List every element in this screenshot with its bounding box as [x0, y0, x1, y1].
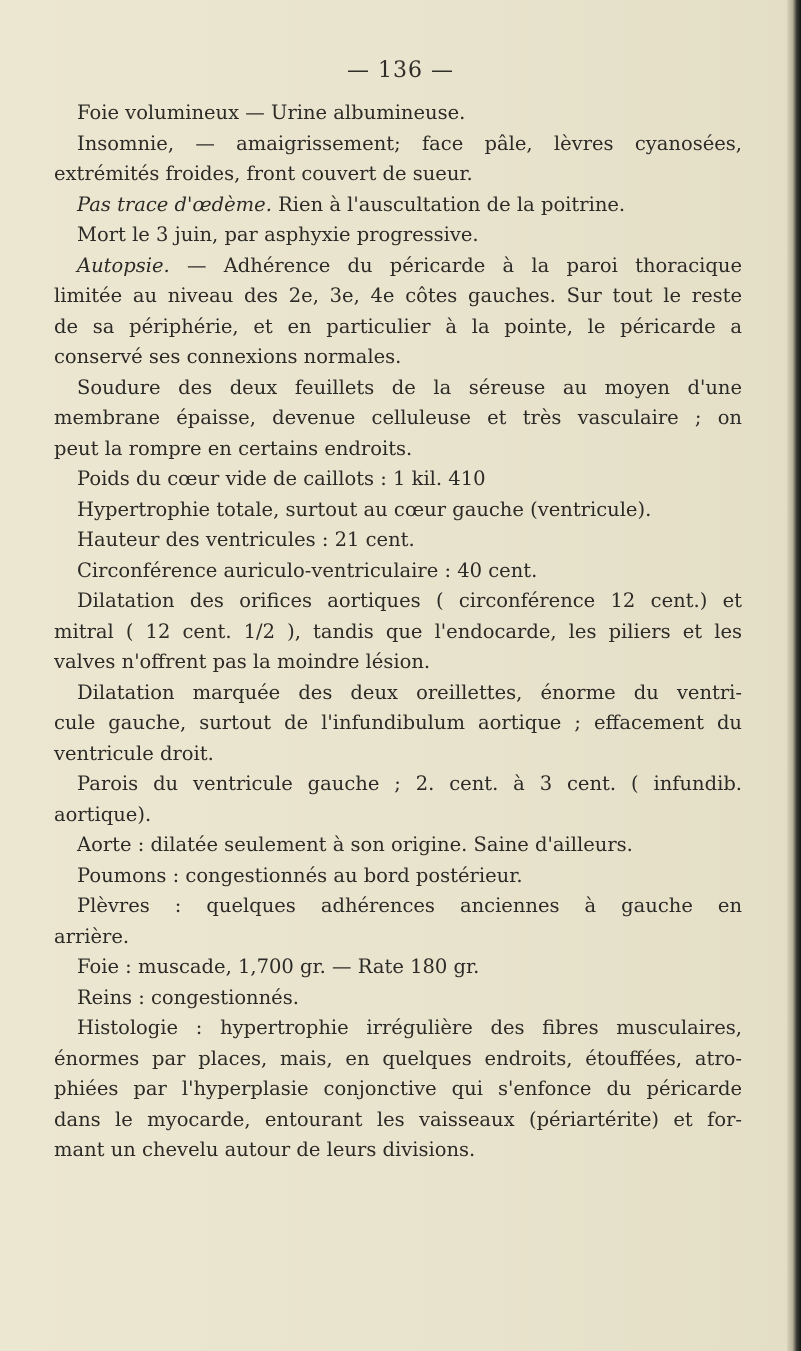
line-text: valves n'offrent pas la moindre lésion.	[54, 650, 431, 673]
line-text: mitral ( 12 cent. 1/2 ), tandis que l'endocarde, les piliers et les	[54, 619, 742, 643]
text-line	[54, 1105, 742, 1136]
line-text: conservé ses connexions normales.	[54, 345, 402, 368]
line-text: arrière.	[54, 924, 130, 948]
body-text	[54, 98, 742, 1166]
text-line	[54, 769, 742, 800]
text-line	[54, 739, 742, 770]
text-line	[54, 830, 742, 861]
italic-heading: Autopsie.	[77, 253, 170, 277]
text-line	[54, 129, 742, 160]
line-text: énormes par places, mais, en quelques endroits, étouffées, atro-	[54, 1046, 742, 1070]
line-text: Parois du ventricule gauche ; 2. cent. à 3 cent. ( infundib.	[77, 772, 742, 795]
line-text: ventricule droit.	[54, 741, 214, 765]
line-text: Foie volumineux — Urine albumineuse.	[77, 101, 466, 124]
line-text: Hauteur des ventricules : 21 cent.	[77, 528, 415, 551]
text-line	[54, 647, 742, 678]
page-number: — 136 —	[347, 58, 454, 83]
text-line	[54, 922, 742, 953]
text-line	[54, 434, 742, 465]
text-line	[54, 98, 742, 129]
line-text: Reins : congestionnés.	[77, 985, 299, 1009]
text-line	[54, 1074, 742, 1105]
text-line	[54, 464, 742, 495]
line-text: de sa périphérie, et en particulier à la pointe, le péricarde a	[54, 314, 742, 338]
text-line	[54, 678, 742, 709]
text-line	[54, 617, 742, 648]
line-text: extrémités froides, front couvert de sueur.	[54, 162, 473, 185]
text-line	[54, 281, 742, 312]
italic-heading: Pas trace d'œdème.	[77, 192, 272, 216]
text-line	[54, 373, 742, 404]
text-line	[54, 312, 742, 343]
text-line	[54, 403, 742, 434]
text-line	[54, 159, 742, 190]
text-line	[54, 525, 742, 556]
line-text: Poids du cœur vide de caillots : 1 kil. 410	[77, 467, 486, 490]
text-line	[54, 983, 742, 1014]
text-line	[54, 952, 742, 983]
line-text: limitée au niveau des 2e, 3e, 4e côtes gauches. Sur tout le reste	[54, 284, 742, 307]
line-text: Plèvres : quelques adhérences anciennes à gauche en	[77, 894, 742, 917]
line-text: Dilatation marquée des deux oreillettes, énorme du ventri-	[77, 680, 742, 704]
text-line	[54, 800, 742, 831]
line-text: peut la rompre en certains endroits.	[54, 436, 413, 460]
text-line	[54, 861, 742, 892]
text-line	[54, 495, 742, 526]
line-text: Histologie : hypertrophie irrégulière des fibres musculaires,	[77, 1016, 742, 1039]
line-text: Rien à l'auscultation de la poitrine.	[271, 192, 626, 216]
line-text: — Adhérence du péricarde à la paroi thoracique	[169, 253, 742, 277]
line-text: Circonférence auriculo-ventriculaire : 40 cent.	[77, 558, 538, 582]
line-text: Poumons : congestionnés au bord postérieur.	[77, 863, 523, 887]
text-line	[54, 708, 742, 739]
line-text: dans le myocarde, entourant les vaisseaux (périartérite) et for-	[54, 1107, 742, 1131]
text-line	[54, 891, 742, 922]
line-text: Foie : muscade, 1,700 gr. — Rate 180 gr.	[77, 955, 480, 978]
line-text: cule gauche, surtout de l'infundibulum aortique ; effacement du	[54, 711, 742, 734]
text-line	[54, 586, 742, 617]
line-text: Soudure des deux feuillets de la séreuse au moyen d'une	[77, 375, 742, 399]
line-text: Mort le 3 juin, par asphyxie progressive.	[77, 223, 479, 246]
line-text: membrane épaisse, devenue celluleuse et très vasculaire ; on	[54, 406, 742, 429]
line-text: phiées par l'hyperplasie conjonctive qui s'enfonce du péricarde	[54, 1077, 742, 1100]
line-text: Dilatation des orifices aortiques ( circonférence 12 cent.) et	[77, 589, 742, 612]
text-line	[54, 342, 742, 373]
page-edge-shadow	[787, 0, 801, 1351]
text-line	[54, 1135, 742, 1166]
text-line	[54, 190, 742, 221]
line-text: aortique).	[54, 802, 152, 826]
line-text: Insomnie, — amaigrissement; face pâle, lèvres cyanosées,	[77, 131, 742, 155]
line-text: Hypertrophie totale, surtout au cœur gauche (ventricule).	[77, 497, 652, 521]
text-line	[54, 1013, 742, 1044]
text-line	[54, 220, 742, 251]
line-text: mant un chevelu autour de leurs divisions.	[54, 1138, 476, 1161]
text-line	[54, 251, 742, 282]
line-text: Aorte : dilatée seulement à son origine. Saine d'ailleurs.	[77, 833, 633, 856]
text-line	[54, 556, 742, 587]
text-line	[54, 1044, 742, 1075]
